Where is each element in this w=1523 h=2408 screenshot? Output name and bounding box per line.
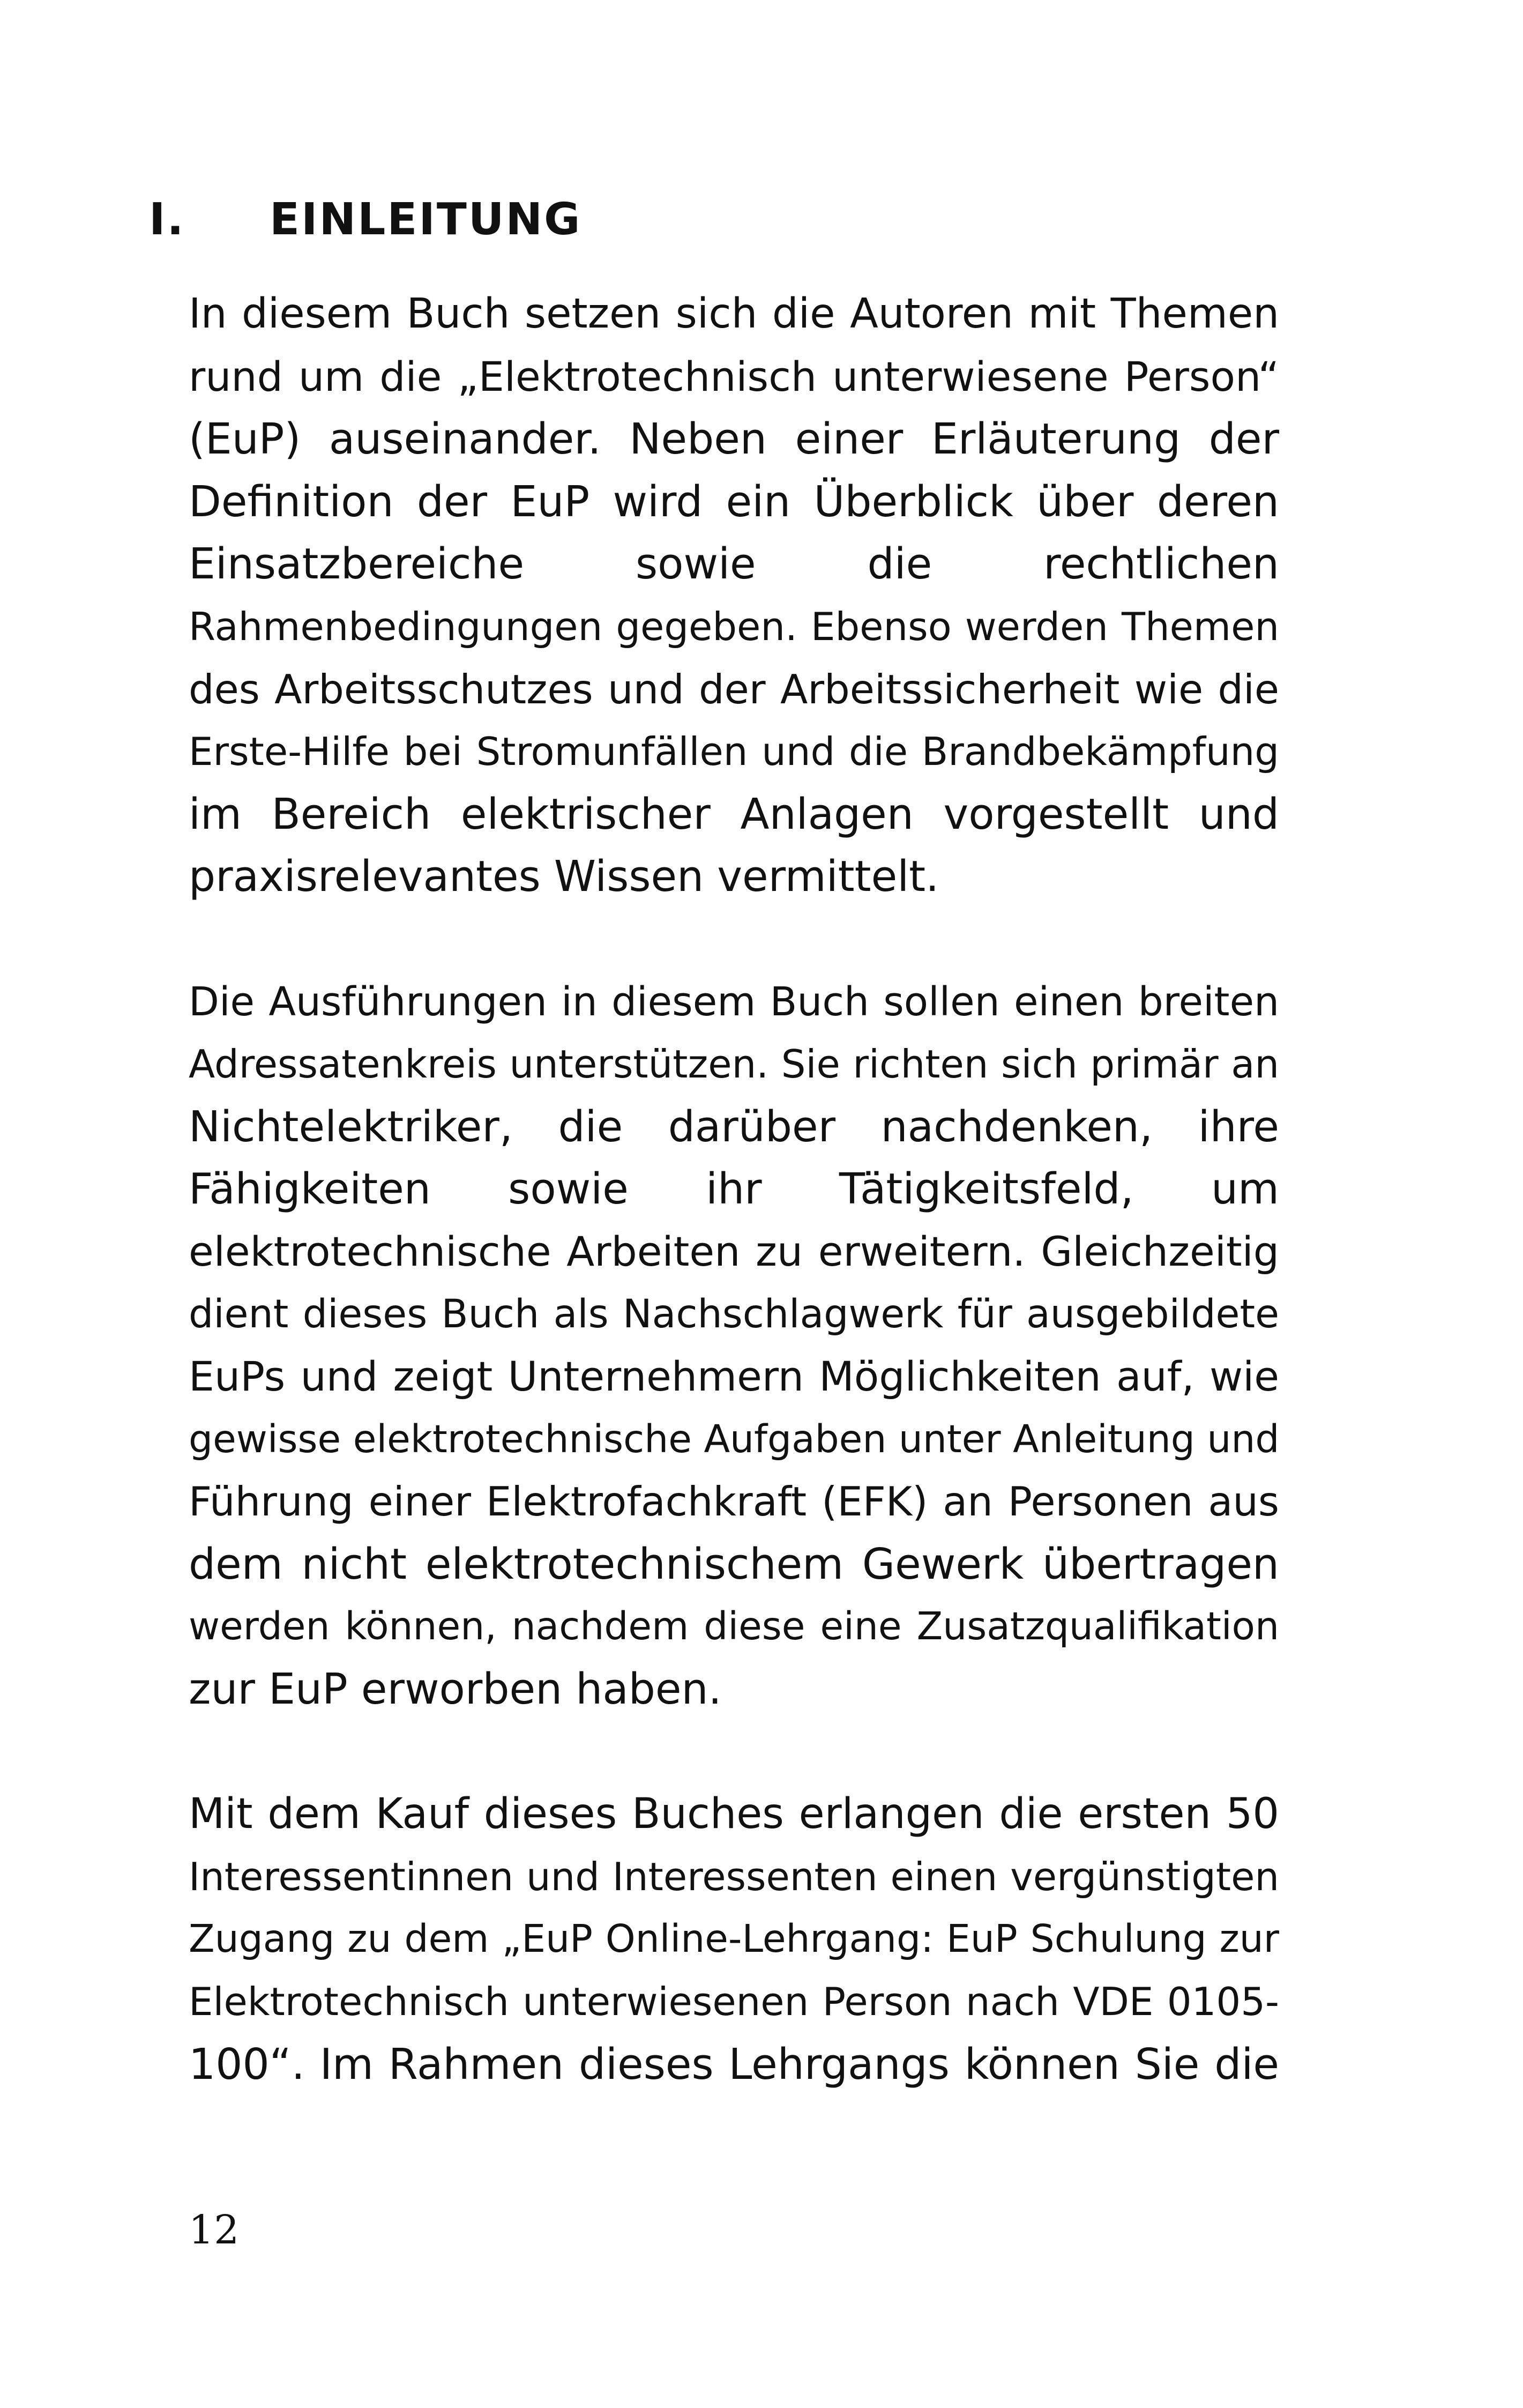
text-line: werden können, nachdem diese eine Zusatzqualifikation — [189, 1604, 1279, 1649]
text-line: Elektrotechnisch unterwiesenen Person nach VDE 0105- — [189, 1979, 1279, 2025]
page-number: 12 — [189, 2207, 240, 2253]
paragraph-course-offer — [189, 1783, 1279, 2095]
chapter-title: EINLEITUNG — [270, 194, 582, 245]
text-line: Adressatenkreis unterstützen. Sie richten sich primär an — [189, 1042, 1279, 1087]
text-line: Führung einer Elektrofachkraft (EFK) an Personen aus — [189, 1478, 1279, 1526]
text-line: Zugang zu dem „EuP Online-Lehrgang: EuP Schulung zur — [189, 1916, 1279, 1961]
text-line: Einsatzbereiche sowie die rechtlichen — [189, 539, 1279, 589]
text-line: Mit dem Kauf dieses Buches erlangen die ersten 50 — [189, 1790, 1279, 1839]
text-line: dem nicht elektrotechnischem Gewerk übertragen — [189, 1539, 1279, 1589]
text-line: Interessentinnen und Interessenten einen vergünstigten — [189, 1854, 1279, 1899]
text-line: In diesem Buch setzen sich die Autoren mit Themen — [189, 290, 1279, 338]
text-line: Erste-Hilfe bei Stromunfällen und die Brandbekämpfung — [189, 729, 1279, 775]
chapter-number: I. — [149, 194, 185, 245]
text-line: Rahmenbedingungen gegeben. Ebenso werden Themen — [189, 604, 1279, 649]
chapter-body — [189, 283, 1279, 2095]
text-line: Fähigkeiten sowie ihr Tätigkeitsfeld, um — [189, 1164, 1279, 1214]
text-line: dient dieses Buch als Nachschlagwerk für ausgebildete — [189, 1291, 1279, 1337]
text-line: Definition der EuP wird ein Überblick über deren — [189, 477, 1279, 526]
text-line: EuPs und zeigt Unternehmern Möglichkeiten auf, wie — [189, 1352, 1279, 1401]
text-line: des Arbeitsschutzes und der Arbeitssicherheit wie die — [189, 665, 1279, 713]
text-line: praxisrelevantes Wissen vermittelt. — [189, 852, 939, 902]
paragraph-intro — [189, 283, 1279, 908]
text-line: zur EuP erworben haben. — [189, 1664, 722, 1714]
text-line: im Bereich elektrischer Anlagen vorgestellt und — [189, 789, 1279, 839]
text-line: 100“. Im Rahmen dieses Lehrgangs können Sie die — [189, 2039, 1279, 2089]
chapter-heading — [149, 190, 1274, 249]
paragraph-audience — [189, 971, 1279, 1721]
text-line: elektrotechnische Arbeiten zu erweitern. Gleichzeitig — [189, 1227, 1279, 1275]
text-line: gewisse elektrotechnische Aufgaben unter Anleitung und — [189, 1416, 1280, 1461]
text-line: Die Ausführungen in diesem Buch sollen einen breiten — [189, 978, 1279, 1025]
text-line: rund um die „Elektrotechnisch unterwiesene Person“ — [189, 352, 1279, 400]
text-line: Nichtelektriker, die darüber nachdenken, ihre — [189, 1102, 1279, 1151]
text-line: (EuP) auseinander. Neben einer Erläuterung der — [189, 414, 1279, 464]
